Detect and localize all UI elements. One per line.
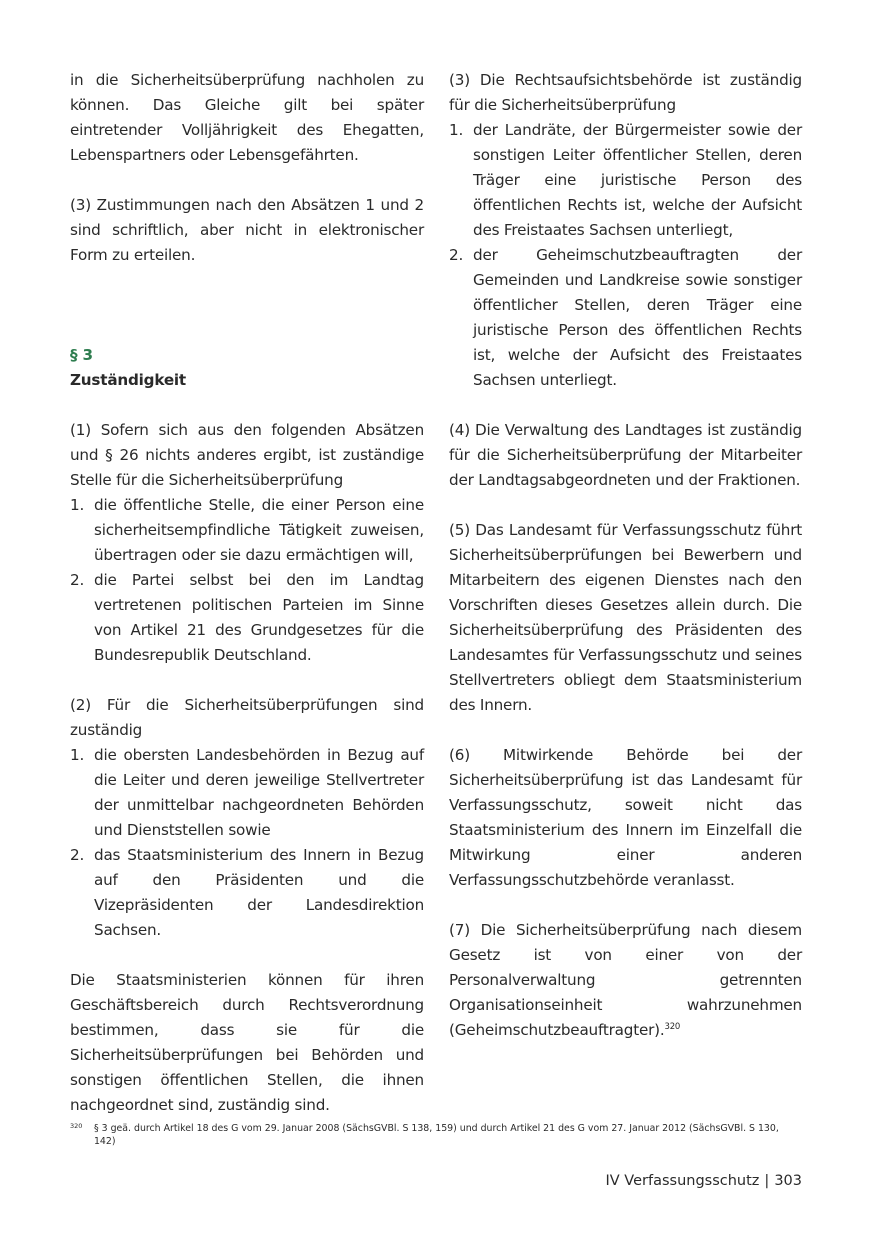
page-footer <box>606 1170 803 1192</box>
footnote-text: § 3 geä. durch Artikel 18 des G vom 29. Januar 2008 (SächsGVBl. S 138, 159) und durch Artikel 21 des G vom 27. Januar 2012 (SächsGVBl. S 130, 142) <box>93 1123 779 1147</box>
list-item <box>70 568 424 668</box>
section-number: § 3 <box>70 346 93 364</box>
left-column <box>70 68 424 1118</box>
paragraph-1-intro: (1) Sofern sich aus den folgenden Absätzen und § 26 nichts anderes ergibt, ist zuständige Stelle für die Sicherheitsüberprüfung <box>70 421 424 489</box>
list-item <box>70 493 424 568</box>
footer-separator: | <box>764 1173 770 1189</box>
paragraph-4: (4) Die Verwaltung des Landtages ist zuständig für die Sicherheitsüberprüfung der Mitarbeiter der Landtagsabgeordneten und der Fraktionen. <box>449 421 802 489</box>
paragraph-7-text: (7) Die Sicherheitsüberprüfung nach diesem Gesetz ist von einer von der Personalverwaltung getrennten Organisationseinheit wahrzunehmen (Geheimschutzbeauftragter). <box>449 921 802 1039</box>
list-number: 2. <box>449 246 464 264</box>
list-item <box>70 843 424 943</box>
list-text: das Staatsministerium des Innern in Bezug auf den Präsidenten und die Vizepräsidenten der Landesdirektion Sachsen. <box>94 846 424 939</box>
list-number: 2. <box>70 846 85 864</box>
footnote-mark: 320 <box>70 1122 83 1130</box>
list-number: 1. <box>449 121 464 139</box>
list-text: der Landräte, der Bürgermeister sowie der sonstigen Leiter öffentlicher Stellen, deren Träger eine juristische Person des öffentlichen Rechts ist, welche der Aufsicht des Freistaates Sachsen unterliegt, <box>473 121 802 239</box>
list-item <box>70 743 424 843</box>
list-text: die Partei selbst bei den im Landtag vertretenen politischen Parteien im Sinne von Artikel 21 des Grundgesetzes für die Bundesrepublik Deutschland. <box>94 571 424 664</box>
right-column <box>449 68 802 1043</box>
paragraph-6: (6) Mitwirkende Behörde bei der Sicherheitsüberprüfung ist das Landesamt für Verfassungsschutz, soweit nicht das Staatsministerium des Innern im Einzelfall die Mitwirkung einer anderen Verfassungsschutzbehörde veranlasst. <box>449 746 802 889</box>
list-text: die obersten Landesbehörden in Bezug auf die Leiter und deren jeweilige Stellvertreter der unmittelbar nachgeordneten Behörden und Dienststellen sowie <box>94 746 424 839</box>
footnote-reference[interactable]: 320 <box>664 1021 681 1032</box>
list-item <box>449 243 802 393</box>
list-item <box>449 118 802 243</box>
list-number: 1. <box>70 496 85 514</box>
paragraph-2-intro: (2) Für die Sicherheitsüberprüfungen sind zuständig <box>70 696 424 739</box>
paragraph-3-intro: (3) Die Rechtsaufsichtsbehörde ist zuständig für die Sicherheitsüberprüfung <box>449 71 802 114</box>
list-number: 2. <box>70 571 85 589</box>
page-number: 303 <box>774 1173 802 1189</box>
footer-chapter: IV Verfassungsschutz <box>605 1173 760 1189</box>
paragraph-staatsministerien: Die Staatsministerien können für ihren Geschäftsbereich durch Rechtsverordnung bestimmen, dass sie für die Sicherheitsüberprüfungen bei Behörden und sonstigen öffentlichen Stellen, die ihnen nachgeordnet sind, zuständig sind. <box>70 971 424 1114</box>
paragraph-7 <box>449 918 802 1043</box>
section-title: Zuständigkeit <box>70 371 186 389</box>
paragraph-5: (5) Das Landesamt für Verfassungsschutz führt Sicherheitsüberprüfungen bei Bewerbern und Mitarbeitern des eigenen Dienstes nach den Vorschriften dieses Gesetzes allein durch. Die Sicherheitsüberprüfung des Präsidenten des Landesamtes für Verfassungsschutz und seines Stellvertreters obliegt dem Staatsministerium des Innern. <box>449 521 802 714</box>
list-text: der Geheimschutzbeauftragten der Gemeinden und Landkreise sowie sonstiger öffentlicher Stellen, deren Träger eine juristische Person des öffentlichen Rechts ist, welche der Aufsicht des Freistaates Sachsen unterliegt. <box>473 246 802 389</box>
paragraph-continuation: in die Sicherheitsüberprüfung nachholen zu können. Das Gleiche gilt bei später eintretender Volljährigkeit des Ehegatten, Lebenspartners oder Lebensgefährten. <box>70 71 424 164</box>
paragraph-zustimmungen: (3) Zustimmungen nach den Absätzen 1 und 2 sind schriftlich, aber nicht in elektronischer Form zu erteilen. <box>70 196 424 264</box>
list-number: 1. <box>70 746 85 764</box>
list-text: die öffentliche Stelle, die einer Person eine sicherheitsempfindliche Tätigkeit zuweisen, übertragen oder sie dazu ermächtigen will, <box>94 496 424 564</box>
footnote <box>70 1122 802 1148</box>
